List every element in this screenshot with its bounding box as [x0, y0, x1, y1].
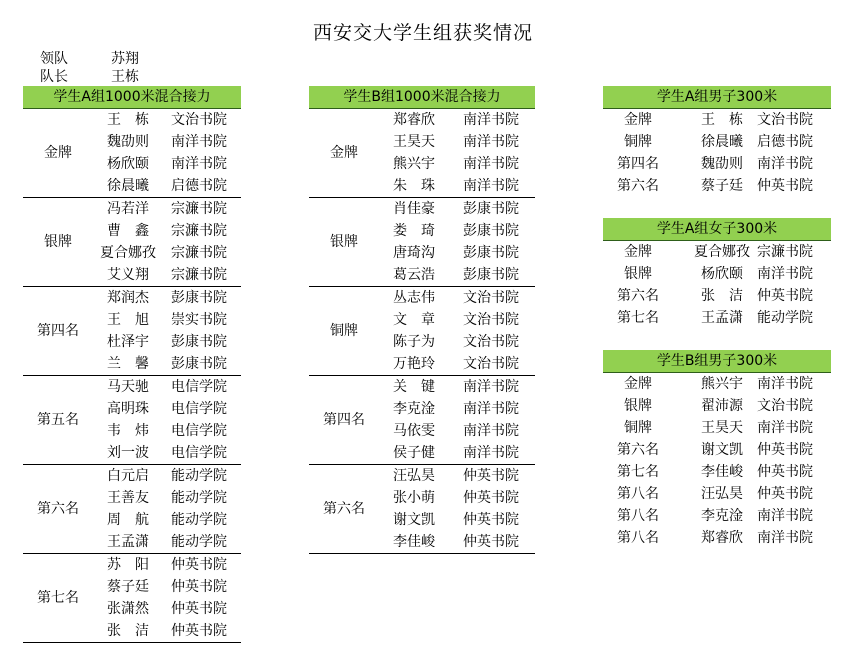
athlete-name: 兰 馨	[107, 356, 149, 372]
college-name: 仲英书院	[171, 623, 227, 639]
athlete-name: 张潇然	[107, 601, 149, 617]
captain-name: 王栋	[111, 69, 139, 85]
table-row	[603, 395, 831, 417]
rank-label: 银牌	[624, 398, 652, 414]
rank-label: 银牌	[44, 234, 72, 250]
athlete-name: 杨欣颐	[107, 156, 149, 172]
table-row	[23, 309, 241, 331]
table-row	[603, 263, 831, 285]
rank-label: 第四名	[617, 156, 659, 172]
college-name: 彭康书院	[463, 223, 519, 239]
table-row	[309, 487, 535, 509]
rank-label: 第五名	[37, 412, 79, 428]
table-row	[603, 373, 831, 395]
athlete-name: 白元启	[107, 468, 149, 484]
athlete-name: 谢文凯	[701, 442, 743, 458]
college-name: 南洋书院	[463, 401, 519, 417]
athlete-name: 王孟潇	[107, 534, 149, 550]
table-a-women-300	[603, 218, 831, 329]
college-name: 仲英书院	[757, 486, 813, 502]
rank-group	[309, 376, 535, 465]
college-name: 电信学院	[171, 401, 227, 417]
athlete-name: 陈子为	[393, 334, 435, 350]
athlete-name: 熊兴宇	[393, 156, 435, 172]
rank-label: 第八名	[617, 530, 659, 546]
college-name: 文治书院	[757, 112, 813, 128]
athlete-name: 郑睿欣	[701, 530, 743, 546]
athlete-name: 杨欣颐	[701, 266, 743, 282]
table-row	[603, 505, 831, 527]
table-row	[309, 131, 535, 153]
college-name: 仲英书院	[463, 490, 519, 506]
athlete-name: 肖佳豪	[393, 201, 435, 217]
college-name: 南洋书院	[757, 376, 813, 392]
table-row	[23, 242, 241, 264]
athlete-name: 蔡子廷	[701, 178, 743, 194]
rank-label: 铜牌	[624, 134, 652, 150]
college-name: 仲英书院	[757, 442, 813, 458]
table-row	[309, 264, 535, 286]
athlete-name: 汪弘昊	[701, 486, 743, 502]
athlete-name: 马依雯	[393, 423, 435, 439]
athlete-name: 徐晨曦	[107, 178, 149, 194]
table-a-relay-groups	[23, 109, 241, 643]
athlete-name: 王昊天	[393, 134, 435, 150]
table-row	[23, 376, 241, 398]
athlete-name: 李克淦	[393, 401, 435, 417]
college-name: 宗濂书院	[171, 223, 227, 239]
athlete-name: 魏劭则	[107, 134, 149, 150]
table-row	[603, 175, 831, 197]
college-name: 彭康书院	[463, 267, 519, 283]
table-row	[603, 131, 831, 153]
rank-label: 铜牌	[624, 420, 652, 436]
athlete-name: 谢文凯	[393, 512, 435, 528]
table-b-men-300	[603, 350, 831, 549]
table-row	[23, 554, 241, 576]
table-row	[603, 109, 831, 131]
athlete-name: 韦 炜	[107, 423, 149, 439]
athlete-name: 汪弘昊	[393, 468, 435, 484]
athlete-name: 魏劭则	[701, 156, 743, 172]
college-name: 宗濂书院	[757, 244, 813, 260]
college-name: 能动学院	[757, 310, 813, 326]
college-name: 文治书院	[463, 356, 519, 372]
college-name: 仲英书院	[171, 579, 227, 595]
rank-label: 第六名	[37, 501, 79, 517]
table-a-relay-header: 学生A组1000米混合接力	[23, 86, 241, 109]
table-row	[23, 420, 241, 442]
leader-name: 苏翔	[111, 51, 139, 67]
table-row	[23, 398, 241, 420]
athlete-name: 郑润杰	[107, 290, 149, 306]
athlete-name: 王昊天	[701, 420, 743, 436]
table-row	[603, 483, 831, 505]
college-name: 彭康书院	[463, 201, 519, 217]
rank-label: 银牌	[624, 266, 652, 282]
college-name: 宗濂书院	[171, 267, 227, 283]
college-name: 仲英书院	[757, 464, 813, 480]
rank-label: 第七名	[37, 590, 79, 606]
athlete-name: 文 章	[393, 312, 435, 328]
college-name: 能动学院	[171, 512, 227, 528]
athlete-name: 杜泽宇	[107, 334, 149, 350]
college-name: 彭康书院	[463, 245, 519, 261]
college-name: 南洋书院	[463, 178, 519, 194]
table-row	[603, 153, 831, 175]
table-row	[603, 439, 831, 461]
athlete-name: 王善友	[107, 490, 149, 506]
athlete-name: 王 栋	[107, 112, 149, 128]
table-a-men-300-rows	[603, 109, 831, 197]
athlete-name: 熊兴宇	[701, 376, 743, 392]
college-name: 南洋书院	[757, 266, 813, 282]
athlete-name: 娄 琦	[393, 223, 435, 239]
table-row	[23, 287, 241, 309]
table-a-relay	[23, 86, 241, 643]
rank-label: 第八名	[617, 508, 659, 524]
college-name: 宗濂书院	[171, 201, 227, 217]
rank-label: 第八名	[617, 486, 659, 502]
athlete-name: 冯若洋	[107, 201, 149, 217]
table-row	[23, 509, 241, 531]
table-row	[309, 109, 535, 131]
college-name: 仲英书院	[463, 468, 519, 484]
college-name: 南洋书院	[757, 530, 813, 546]
table-row	[309, 153, 535, 175]
table-b-relay	[309, 86, 535, 554]
table-row	[23, 442, 241, 464]
table-row	[23, 487, 241, 509]
table-row	[309, 353, 535, 375]
college-name: 崇实书院	[171, 312, 227, 328]
college-name: 仲英书院	[463, 512, 519, 528]
athlete-name: 侯子健	[393, 445, 435, 461]
college-name: 南洋书院	[463, 156, 519, 172]
table-row	[23, 198, 241, 220]
athlete-name: 葛云浩	[393, 267, 435, 283]
table-row	[309, 398, 535, 420]
rank-group	[23, 554, 241, 643]
athlete-name: 徐晨曦	[701, 134, 743, 150]
rank-label: 第七名	[617, 310, 659, 326]
table-row	[23, 576, 241, 598]
rank-group	[309, 465, 535, 554]
rank-label: 第六名	[323, 501, 365, 517]
table-row	[603, 285, 831, 307]
athlete-name: 唐琦沟	[393, 245, 435, 261]
college-name: 南洋书院	[171, 134, 227, 150]
table-row	[309, 242, 535, 264]
athlete-name: 高明珠	[107, 401, 149, 417]
college-name: 仲英书院	[757, 178, 813, 194]
table-row	[23, 175, 241, 197]
table-row	[603, 527, 831, 549]
athlete-name: 郑睿欣	[393, 112, 435, 128]
table-b-men-300-header: 学生B组男子300米	[603, 350, 831, 373]
college-name: 宗濂书院	[171, 245, 227, 261]
college-name: 仲英书院	[171, 601, 227, 617]
rank-group	[309, 198, 535, 287]
college-name: 南洋书院	[463, 134, 519, 150]
table-row	[309, 420, 535, 442]
table-b-relay-header: 学生B组1000米混合接力	[309, 86, 535, 109]
table-a-women-300-header: 学生A组女子300米	[603, 218, 831, 241]
table-row	[309, 442, 535, 464]
rank-group	[23, 376, 241, 465]
table-row	[309, 198, 535, 220]
captain-label: 队长	[40, 69, 68, 85]
athlete-name: 周 航	[107, 512, 149, 528]
table-a-women-300-rows	[603, 241, 831, 329]
table-row	[23, 131, 241, 153]
table-row	[309, 175, 535, 197]
table-row	[309, 331, 535, 353]
rank-label: 第四名	[323, 412, 365, 428]
table-row	[23, 153, 241, 175]
college-name: 南洋书院	[463, 445, 519, 461]
college-name: 能动学院	[171, 468, 227, 484]
athlete-name: 曹 鑫	[107, 223, 149, 239]
college-name: 仲英书院	[463, 534, 519, 550]
leader-label: 领队	[40, 51, 68, 67]
athlete-name: 王 旭	[107, 312, 149, 328]
athlete-name: 王 栋	[701, 112, 743, 128]
athlete-name: 苏 阳	[107, 557, 149, 573]
athlete-name: 李克淦	[701, 508, 743, 524]
table-row	[603, 241, 831, 263]
college-name: 电信学院	[171, 445, 227, 461]
table-row	[23, 331, 241, 353]
college-name: 文治书院	[757, 398, 813, 414]
table-a-men-300	[603, 86, 831, 197]
college-name: 彭康书院	[171, 290, 227, 306]
college-name: 彭康书院	[171, 356, 227, 372]
table-row	[23, 598, 241, 620]
athlete-name: 朱 珠	[393, 178, 435, 194]
college-name: 南洋书院	[463, 112, 519, 128]
college-name: 文治书院	[171, 112, 227, 128]
table-row	[23, 220, 241, 242]
rank-label: 金牌	[624, 112, 652, 128]
table-b-men-300-rows	[603, 373, 831, 549]
table-row	[23, 109, 241, 131]
rank-label: 铜牌	[330, 323, 358, 339]
college-name: 南洋书院	[171, 156, 227, 172]
college-name: 能动学院	[171, 490, 227, 506]
table-row	[23, 620, 241, 642]
table-row	[603, 417, 831, 439]
athlete-name: 张 洁	[701, 288, 743, 304]
rank-group	[309, 109, 535, 198]
athlete-name: 马天驰	[107, 379, 149, 395]
college-name: 能动学院	[171, 534, 227, 550]
athlete-name: 张 洁	[107, 623, 149, 639]
rank-group	[23, 287, 241, 376]
athlete-name: 夏合娜孜	[694, 244, 750, 260]
rank-label: 第六名	[617, 288, 659, 304]
rank-label: 第六名	[617, 442, 659, 458]
rank-label: 金牌	[330, 145, 358, 161]
table-row	[309, 376, 535, 398]
table-row	[309, 531, 535, 553]
table-row	[309, 287, 535, 309]
college-name: 电信学院	[171, 379, 227, 395]
table-row	[309, 509, 535, 531]
table-row	[23, 353, 241, 375]
rank-label: 第四名	[37, 323, 79, 339]
table-row	[309, 465, 535, 487]
athlete-name: 蔡子廷	[107, 579, 149, 595]
college-name: 南洋书院	[757, 508, 813, 524]
table-b-relay-groups	[309, 109, 535, 554]
college-name: 南洋书院	[463, 379, 519, 395]
rank-group	[23, 465, 241, 554]
table-row	[309, 309, 535, 331]
table-row	[23, 264, 241, 286]
athlete-name: 艾义翔	[107, 267, 149, 283]
rank-label: 金牌	[44, 145, 72, 161]
rank-group	[309, 287, 535, 376]
college-name: 电信学院	[171, 423, 227, 439]
rank-label: 金牌	[624, 376, 652, 392]
college-name: 南洋书院	[757, 420, 813, 436]
athlete-name: 李佳峻	[393, 534, 435, 550]
athlete-name: 丛志伟	[393, 290, 435, 306]
table-row	[603, 461, 831, 483]
athlete-name: 张小萌	[393, 490, 435, 506]
table-a-men-300-header: 学生A组男子300米	[603, 86, 831, 109]
athlete-name: 翟沛源	[701, 398, 743, 414]
table-row	[23, 465, 241, 487]
table-row	[23, 531, 241, 553]
college-name: 仲英书院	[757, 288, 813, 304]
college-name: 文治书院	[463, 334, 519, 350]
athlete-name: 李佳峻	[701, 464, 743, 480]
rank-label: 第六名	[617, 178, 659, 194]
rank-label: 第七名	[617, 464, 659, 480]
college-name: 仲英书院	[171, 557, 227, 573]
athlete-name: 关 键	[393, 379, 435, 395]
table-row	[309, 220, 535, 242]
athlete-name: 夏合娜孜	[100, 245, 156, 261]
college-name: 启德书院	[757, 134, 813, 150]
college-name: 南洋书院	[463, 423, 519, 439]
rank-group	[23, 109, 241, 198]
college-name: 文治书院	[463, 290, 519, 306]
college-name: 南洋书院	[757, 156, 813, 172]
college-name: 启德书院	[171, 178, 227, 194]
athlete-name: 万艳玲	[393, 356, 435, 372]
table-row	[603, 307, 831, 329]
rank-label: 金牌	[624, 244, 652, 260]
athlete-name: 王孟潇	[701, 310, 743, 326]
page-title: 西安交大学生组获奖情况	[312, 22, 533, 44]
college-name: 彭康书院	[171, 334, 227, 350]
rank-label: 银牌	[330, 234, 358, 250]
rank-group	[23, 198, 241, 287]
college-name: 文治书院	[463, 312, 519, 328]
athlete-name: 刘一波	[107, 445, 149, 461]
